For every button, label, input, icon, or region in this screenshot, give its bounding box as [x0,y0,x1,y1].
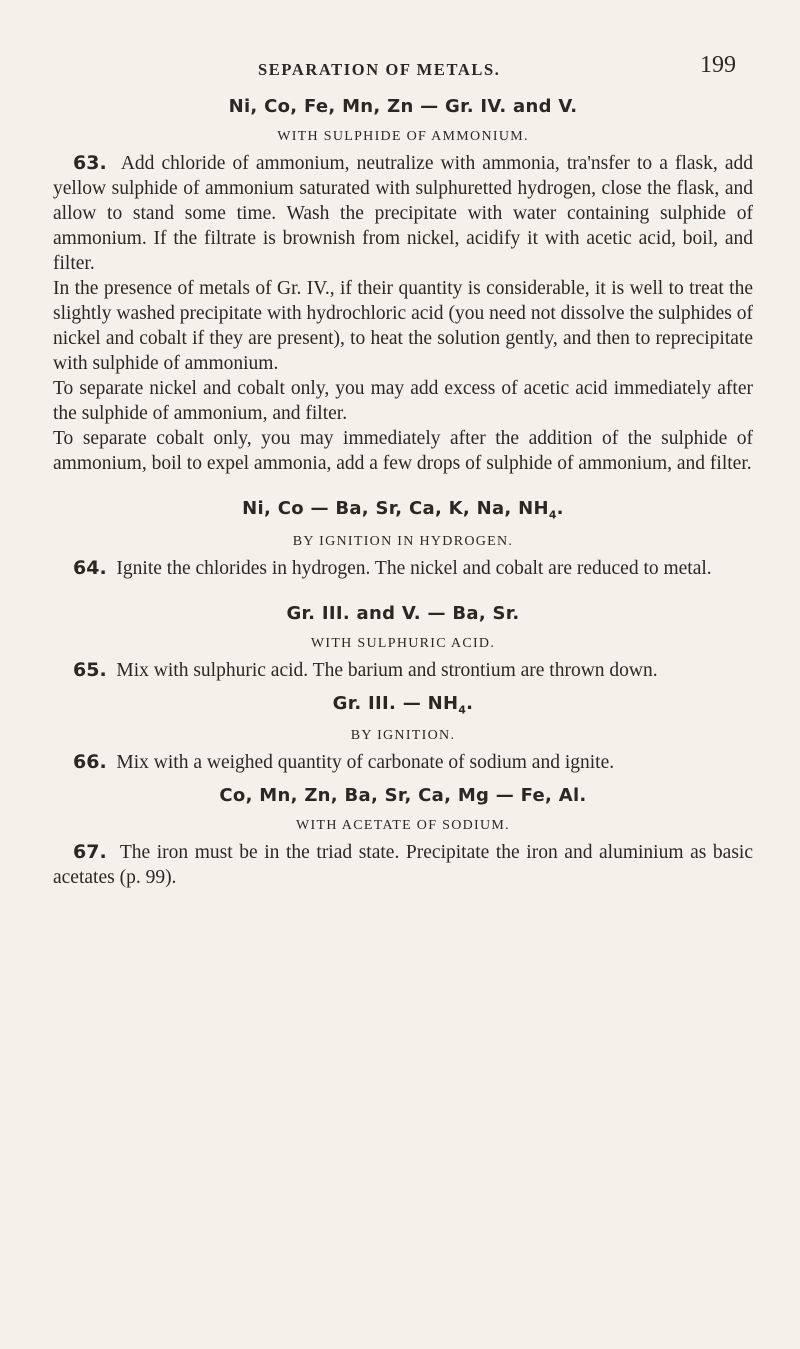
section-subheading: BY IGNITION. [350,728,456,744]
section-subheading: BY IGNITION IN HYDROGEN. [292,533,514,549]
paragraph: 64. Ignite the chlorides in hydrogen. The nickel and cobalt are reduced to metal. [73,556,712,579]
page-header [0,52,800,82]
paragraph: To separate nickel and cobalt only, you may add excess of acetic acid immediately after the sulphide of ammonium, and filter. [53,378,753,424]
running-title: SEPARATION OF METALS. [258,60,501,79]
section-heading: Gr. III. and V. — Ba, Sr. [286,602,520,624]
section-heading: Co, Mn, Zn, Ba, Sr, Ca, Mg — Fe, Al. [219,785,587,807]
paragraph-number: 65. [73,658,107,681]
paragraph-number: 64. [73,556,107,579]
paragraph-number: 66. [73,751,107,774]
paragraph: 65. Mix with sulphuric acid. The barium and strontium are thrown down. [73,658,658,681]
paragraph: To separate cobalt only, you may immediately after the addition of the sulphide of ammonium, boil to expel ammonia, add a few drops of sulphide of ammonium, and filter. [53,428,753,474]
paragraph: 63. Add chloride of ammonium, neutralize with ammonia, tra'nsfer to a flask, add yellow sulphide of ammonium saturated with sulphuretted hydrogen, close the flask, and allow to stand some time. Wash the precipitate with water containing sulphide of ammonium. If the filtrate is brownish from nickel, acidify it with acetic acid, boil, and filter. [53,152,753,274]
page-body [53,96,753,890]
section-subheading: WITH ACETATE OF SODIUM. [296,818,510,834]
paragraph-number: 63. [73,152,107,174]
paragraph: 67. The iron must be in the triad state. Precipitate the iron and aluminium as basic acetates (p. 99). [53,841,753,889]
section-heading: Ni, Co — Ba, Sr, Ca, K, Na, $NH_4$. [242,498,564,522]
section-heading: Gr. III. — $NH_4$. [332,692,474,717]
section-heading: Ni, Co, Fe, Mn, Zn — Gr. IV. and V. [228,96,578,117]
paragraph: 66. Mix with a weighed quantity of carbonate of sodium and ignite. [73,751,615,774]
paragraph-number: 67. [73,841,107,864]
section-subheading: WITH SULPHIDE OF AMMONIUM. [277,129,529,144]
paragraph: In the presence of metals of Gr. IV., if their quantity is considerable, it is well to treat the slightly washed precipitate with hydrochloric acid (you need not dissolve the sulphides of nickel and cobalt if they are present), to heat the solution gently, and then to reprecipitate with sulphide of ammonium. [53,278,753,374]
section-subheading: WITH SULPHURIC ACID. [310,635,496,651]
page-number: 199 [700,52,736,78]
